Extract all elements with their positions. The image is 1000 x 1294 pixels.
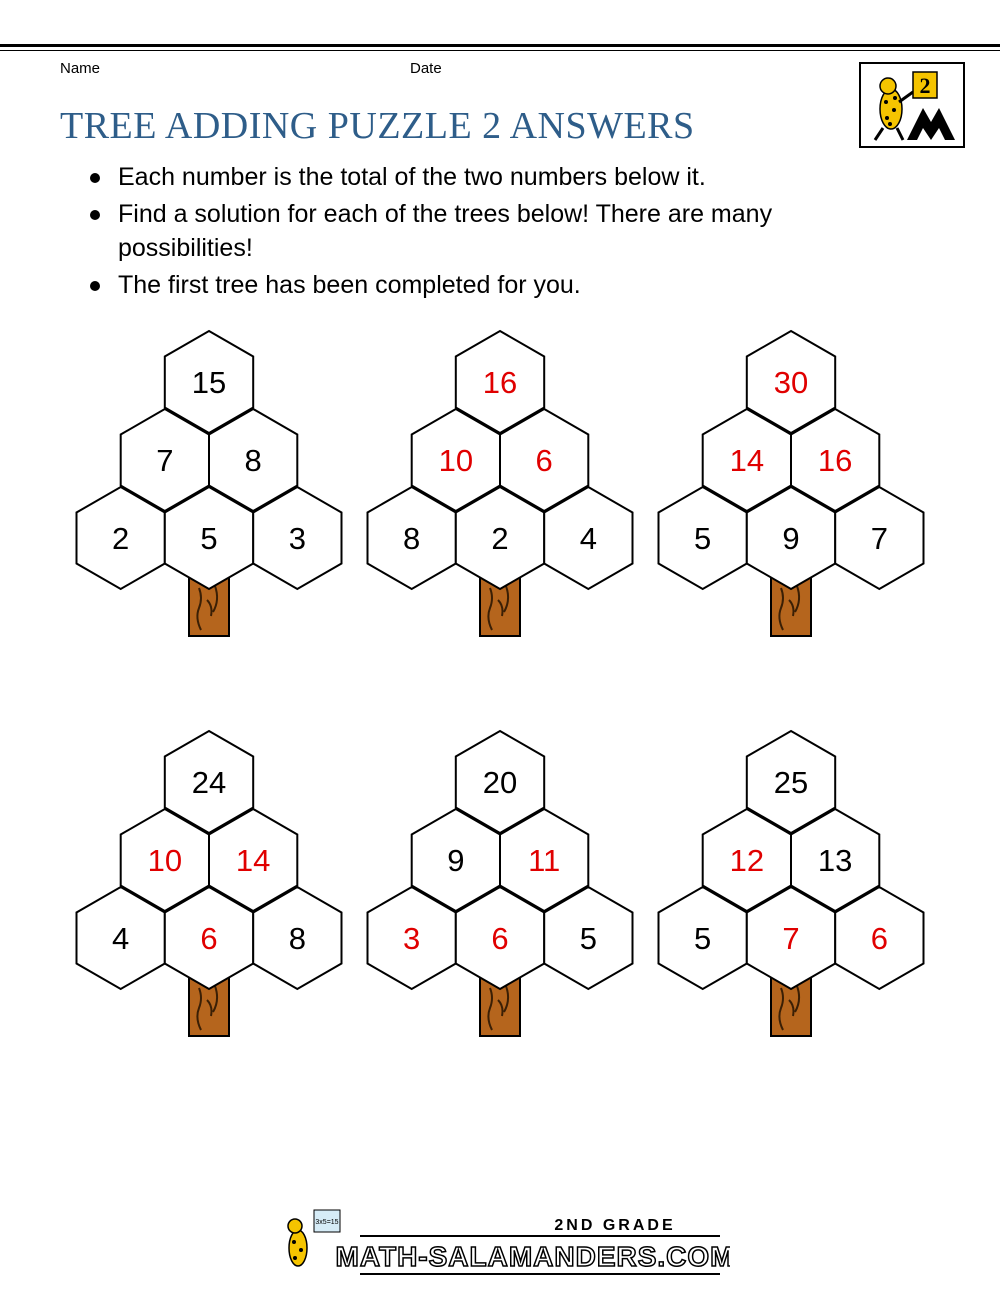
tree-puzzle [659, 731, 924, 1036]
answer-number: 6 [491, 921, 509, 956]
given-number: 4 [112, 921, 130, 956]
given-number: 5 [579, 921, 597, 956]
answer-number: 6 [870, 921, 888, 956]
tree-puzzle [368, 731, 633, 1036]
name-label: Name [60, 60, 101, 77]
instruction-text: Each number is the total of the two numbers below it. [118, 163, 706, 191]
tree-puzzle [368, 331, 633, 636]
instruction-text: Find a solution for each of the trees below! There are many possibilities! [118, 200, 773, 262]
given-number: 8 [244, 443, 262, 478]
given-number: 8 [288, 921, 306, 956]
answer-number: 6 [535, 443, 553, 478]
footer-salamander-icon [289, 1230, 307, 1266]
answer-number: 12 [729, 843, 765, 878]
given-number: 2 [491, 521, 509, 556]
answer-number: 14 [235, 843, 271, 878]
given-number: 5 [694, 921, 712, 956]
given-number: 7 [870, 521, 888, 556]
given-number: 2 [112, 521, 130, 556]
tree-puzzle [77, 731, 342, 1036]
given-number: 4 [579, 521, 597, 556]
answer-number: 30 [773, 365, 809, 400]
answer-number: 14 [729, 443, 765, 478]
given-number: 13 [817, 843, 853, 878]
footer-logo [270, 1200, 730, 1280]
footer-badge-text: 3x5=15 [315, 1219, 339, 1226]
answer-number: 7 [782, 921, 800, 956]
answer-number: 3 [403, 921, 421, 956]
given-number: 9 [782, 521, 800, 556]
given-number: 15 [191, 365, 227, 400]
answer-number: 16 [482, 365, 518, 400]
given-number: 8 [403, 521, 421, 556]
given-number: 24 [191, 765, 227, 800]
footer-grade-text: 2ND GRADE [554, 1217, 676, 1234]
given-number: 5 [200, 521, 218, 556]
given-number: 25 [773, 765, 809, 800]
page-title: TREE ADDING PUZZLE 2 ANSWERS [60, 105, 695, 147]
date-label: Date [410, 60, 442, 77]
given-number: 9 [447, 843, 465, 878]
answer-number: 16 [817, 443, 853, 478]
tree-puzzle [659, 331, 924, 636]
answer-number: 11 [528, 843, 561, 878]
answer-number: 10 [438, 443, 474, 478]
given-number: 3 [288, 521, 306, 556]
instruction-text: The first tree has been completed for you. [118, 271, 581, 299]
answer-number: 10 [147, 843, 183, 878]
given-number: 5 [694, 521, 712, 556]
footer-site-text: MATH-SALAMANDERS.COM [335, 1241, 730, 1272]
tree-puzzle [77, 331, 342, 636]
given-number: 7 [156, 443, 174, 478]
given-number: 20 [482, 765, 518, 800]
grade-badge-text: 2 [919, 73, 931, 98]
answer-number: 6 [200, 921, 218, 956]
